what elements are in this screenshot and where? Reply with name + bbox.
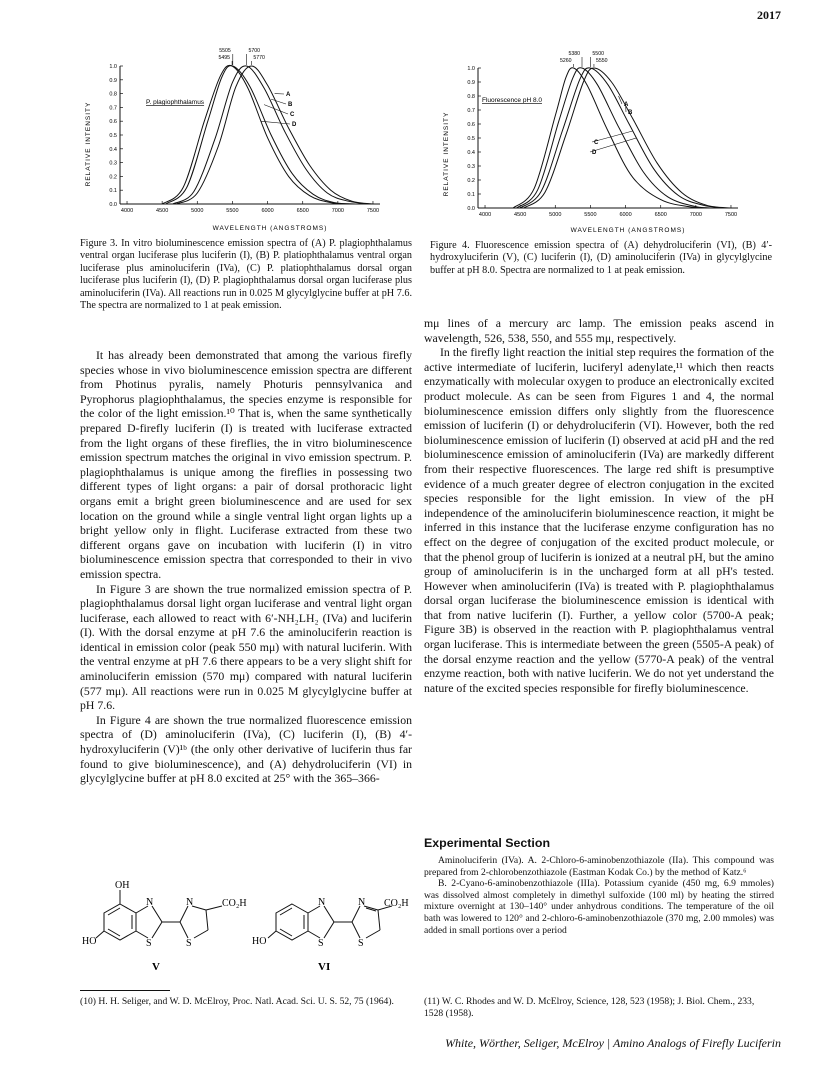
spectrum-curve-b bbox=[517, 68, 717, 208]
x-tick-label: 7500 bbox=[366, 208, 380, 214]
y-tick-label: 0.4 bbox=[109, 146, 117, 153]
curve-leader bbox=[271, 99, 286, 104]
y-tick-label: 0.8 bbox=[467, 94, 475, 100]
x-tick-label: 7000 bbox=[331, 208, 344, 214]
x-tick-label: 5500 bbox=[584, 212, 597, 218]
y-tick-label: 1.0 bbox=[467, 66, 475, 72]
x-tick-label: 4500 bbox=[156, 208, 169, 214]
curve-label: B bbox=[288, 102, 293, 108]
paragraph: In the firefly light reaction the initial step requires the formation of the active intermediate of luciferin, luciferyl adenylate,¹¹ which then reacts enzymatically with molecular oxygen to produce an electronically excited product molecule. As can be seen from Figures 1 and 4, the normal bioluminescence emission differs only slightly from the fluorescence emission of luciferin (I) or dehydroluciferin (VI). However, both the red bioluminescence emission of luciferin (I) observed at acid pH and the red bioluminescence emission of aminoluciferin (IVa) are markedly different from their respective fluorescences. The large red shift is presumptive evidence of a much greater degree of electron conjugation in the excited species responsible for the light emission. In view of the pH independence of the aminoluciferin bioluminescence reaction, it might be inferred in this instance that the luciferase enzyme configuration has no effect on the degree of conjugation of the excited product molecule, or that the phenol group of luciferin is ionized at a neutral pH, but the amino group of aminoluciferin is in the uncharged form at all pH's tested. However when aminoluciferin (IVa) is treated with P. plagiophthalamus dorsal organ luciferase the bioluminescence emission is identical with that from native luciferin (I). Further, a yellow color (5700-A peak; Figure 3B) is observed in the reaction with P. plagiophthalamus ventral organ luciferase. This is intermediate between the green (5505-A peak) of the dorsal enzyme reaction and the yellow (5770-A peak) of the ventral enzyme reaction, both with native luciferin. We do not yet understand the nature of the excited species responsible for firefly bioluminescence. bbox=[424, 345, 774, 695]
n-label: N bbox=[146, 897, 154, 908]
figure-3-chart bbox=[80, 44, 410, 234]
peak-label: 5550 bbox=[595, 58, 608, 64]
y-tick-label: 0.5 bbox=[109, 133, 117, 139]
chemical-structures bbox=[82, 876, 412, 976]
section-heading: Experimental Section bbox=[424, 836, 551, 850]
paragraph: mμ lines of a mercury arc lamp. The emission peaks ascend in wavelength, 526, 538, 550, and 555 mμ, respectively. bbox=[424, 316, 774, 345]
x-tick-label: 6500 bbox=[654, 212, 667, 218]
y-tick-label: 0.1 bbox=[467, 192, 475, 198]
footnote-rule bbox=[80, 990, 170, 991]
x-tick-label: 7500 bbox=[724, 212, 738, 218]
y-tick-label: 0.8 bbox=[109, 91, 117, 98]
paragraph: In Figure 3 are shown the true normalized emission spectra of P. plagiophthalamus dorsal light organ luciferase and ventral light organ luciferase, each allowed to react with 6′-NH₂LH₂ (IVa) and luciferin (I). With the dorsal enzyme at pH 7.6 the aminoluciferin reaction is identical in emission color (peak 550 mμ) with natural luciferin. With the ventral enzyme at pH 7.6 there appears to be a very slight shift for aminoluciferin emission (570 mμ) compared with natural luciferin (577 mμ). All reactions were run in 0.025 M glycylglycine buffer at pH 7.6. bbox=[80, 581, 412, 713]
curve-label: C bbox=[594, 140, 599, 146]
curve-label: C bbox=[290, 112, 295, 118]
figure-4-caption: Figure 4. Fluorescence emission spectra of (A) dehydroluciferin (VI), (B) 4′-hydroxyluciferin (V), (C) luciferin (I), (D) aminoluciferin (IVa) in glycylglycine buffer at pH 8.0. Spectra are normalized to 1 at peak emission. bbox=[430, 240, 772, 276]
spectrum-curve-c bbox=[520, 68, 724, 208]
spectrum-curve-d bbox=[524, 68, 731, 208]
y-tick-label: 0.9 bbox=[467, 80, 475, 86]
x-tick-label: 5000 bbox=[549, 212, 562, 218]
inset-label: Fluorescence pH 8.0 bbox=[482, 97, 542, 104]
peak-label: 5260 bbox=[560, 58, 572, 64]
n-label: N bbox=[358, 897, 366, 908]
spectra-curves bbox=[513, 68, 731, 208]
y-tick-label: 0.0 bbox=[109, 202, 117, 208]
paragraph: B. 2-Cyano-6-aminobenzothiazole (IIIa). Potassium cyanide (450 mg, 6.9 mmoles) was dissolved almost completely in dimethyl sulfoxide (100 ml) by heating the stirred mixture overnight at 130–140° under anhydrous conditions. The temperature of the oil bath was lowered to 120° and 2-chloro-6-aminobenzothiazole (370 mg, 2.00 mmoles) was added in small portions over a period bbox=[424, 878, 774, 936]
curve-label: D bbox=[592, 150, 597, 156]
x-axis-label: WAVELENGTH (ANGSTROMS) bbox=[212, 225, 328, 232]
n-label: N bbox=[186, 897, 194, 908]
y-tick-label: 0.0 bbox=[467, 206, 475, 212]
y-tick-label: 0.6 bbox=[467, 122, 475, 128]
x-tick-label: 6500 bbox=[296, 208, 309, 214]
curve-label: B bbox=[628, 110, 633, 116]
x-tick-labels bbox=[121, 208, 379, 214]
paragraph: It has already been demonstrated that among the various firefly species whose in vivo bioluminescence emission spectra are different from Photinus pyralis, namely Photuris pennsylvanica and Pyrophorus plagiophthalamus, the species enzyme is responsible for the color of the light emission.¹⁰ That is, when the same synthetically prepared D-firefly luciferin (I) is treated with luciferase extracted from the light organs of these fireflies, the in vitro bioluminescence emission spectrum matches the original in vivo emission spectrum. P. plagiophthalamus is unique among the fireflies in possessing two different types of light organs: a pair of dorsal prothoracic light organs emit a bright green bioluminescence and are used for sex location on the ground while a single ventral light organ lights up a bright yellow only in flight. Luciferase extracted from these two different organs gave on incubation with luciferin (I) in vitro bioluminescence emission spectra that corresponded to their in vivo emission spectra. bbox=[80, 348, 412, 581]
plot-frame bbox=[478, 68, 738, 208]
n-label: N bbox=[318, 897, 326, 908]
y-tick-label: 0.3 bbox=[109, 160, 117, 167]
y-tick-labels bbox=[467, 66, 475, 212]
x-tick-label: 7000 bbox=[689, 212, 702, 218]
curve-label: D bbox=[292, 122, 297, 128]
s-label: S bbox=[318, 938, 324, 949]
figure-3-caption: Figure 3. In vitro bioluminescence emission spectra of (A) P. plagiophthalamus ventral organ luciferase plus luciferin (I), (B) P. platiophthalamus ventral organ luciferase plus aminoluciferin (IVa), (C) P. platiophthalamus dorsal organ luciferase plus luciferin (I), (D) P. plagiophthalamus dorsal organ luciferase plus aminoluciferin (IVa). All reactions run in 0.025 M glycylglycine buffer at pH 7.6. The spectra are normalized to 1 at peak emission. bbox=[80, 238, 412, 312]
paragraph: In Figure 4 are shown the true normalized fluorescence emission spectra of (D) aminoluciferin (IVa), (C) luciferin (I), (B) 4′-hydroxyluciferin (V)¹ᵇ (the only other derivative of luciferin thus far found to give bioluminescence), and (A) dehydroluciferin (VI) in glycylglycine buffer at pH 8.0 excited at 25° with the 365–366- bbox=[80, 712, 412, 786]
structure-vi-bonds bbox=[268, 904, 392, 940]
x-tick-label: 5000 bbox=[191, 208, 204, 214]
y-tick-label: 0.3 bbox=[467, 164, 475, 170]
paragraph: Aminoluciferin (IVa). A. 2-Chloro-6-aminobenzothiazole (IIa). This compound was prepared from 2-chlorobenzothiazole (Eastman Kodak Co.) by the method of Katz.⁶ bbox=[424, 855, 774, 878]
y-tick-label: 0.6 bbox=[109, 119, 117, 126]
y-axis-label: RELATIVE INTENSITY bbox=[443, 111, 450, 197]
y-tick-label: 0.1 bbox=[109, 188, 117, 195]
inset-label: P. plagiophthalamus bbox=[146, 99, 205, 106]
spectrum-curve-c bbox=[166, 66, 356, 204]
x-axis-label: WAVELENGTH (ANGSTROMS) bbox=[570, 227, 686, 234]
y-tick-label: 0.2 bbox=[109, 174, 117, 181]
page-number: 2017 bbox=[757, 8, 781, 22]
curve-label: A bbox=[286, 92, 291, 98]
x-tick-label: 6000 bbox=[619, 212, 632, 218]
ho-label: HO bbox=[252, 936, 267, 947]
y-axis-label: RELATIVE INTENSITY bbox=[85, 101, 92, 187]
peak-label: 5505 bbox=[219, 48, 231, 54]
y-tick-label: 1.0 bbox=[109, 64, 117, 70]
curve-label: A bbox=[624, 102, 629, 108]
s-label: S bbox=[146, 938, 152, 949]
x-tick-label: 4000 bbox=[120, 208, 134, 214]
compound-label-vi: VI bbox=[318, 961, 331, 973]
y-tick-label: 0.4 bbox=[467, 150, 475, 156]
oh-label: OH bbox=[115, 880, 130, 891]
y-tick-labels bbox=[109, 64, 117, 208]
figure-4-chart bbox=[438, 44, 768, 234]
running-footer: White, Wörther, Seliger, McElroy | Amino Analogs of Firefly Luciferin bbox=[445, 1036, 781, 1050]
y-tick-label: 0.2 bbox=[467, 178, 475, 184]
co2h-label: CO₂H bbox=[222, 898, 247, 909]
y-tick-label: 0.5 bbox=[467, 136, 475, 142]
x-tick-label: 4500 bbox=[514, 212, 527, 218]
y-tick-label: 0.7 bbox=[109, 105, 117, 112]
x-tick-label: 4000 bbox=[478, 212, 492, 218]
peak-label: 5770 bbox=[253, 55, 265, 61]
y-tick-label: 0.9 bbox=[109, 77, 117, 84]
peak-label: 5380 bbox=[568, 51, 580, 57]
footnote-11: (11) W. C. Rhodes and W. D. McElroy, Science, 128, 523 (1958); J. Biol. Chem., 233, 1528 (1958). bbox=[424, 996, 755, 1019]
right-column-top bbox=[424, 316, 774, 695]
s-label: S bbox=[358, 938, 364, 949]
footnote-10: (10) H. H. Seliger, and W. D. McElroy, Proc. Natl. Acad. Sci. U. S. 52, 75 (1964). bbox=[80, 996, 394, 1007]
x-tick-label: 5500 bbox=[226, 208, 239, 214]
ho-label: HO bbox=[82, 936, 97, 947]
peak-label: 5495 bbox=[218, 55, 231, 61]
peak-label: 5700 bbox=[248, 48, 261, 54]
s-label: S bbox=[186, 938, 192, 949]
experimental-section bbox=[424, 836, 774, 936]
structure-v-bonds bbox=[96, 890, 222, 940]
spectra-curves bbox=[162, 65, 373, 204]
spectrum-curve-a bbox=[513, 68, 710, 208]
spectrum-curve-a bbox=[176, 66, 373, 204]
x-tick-labels bbox=[479, 212, 737, 218]
compound-label-v: V bbox=[152, 961, 160, 973]
x-tick-label: 6000 bbox=[261, 208, 274, 214]
y-tick-label: 0.7 bbox=[467, 108, 475, 114]
co2h-label: CO₂H bbox=[384, 898, 409, 909]
left-column bbox=[80, 348, 412, 786]
peak-label: 5500 bbox=[592, 51, 604, 57]
